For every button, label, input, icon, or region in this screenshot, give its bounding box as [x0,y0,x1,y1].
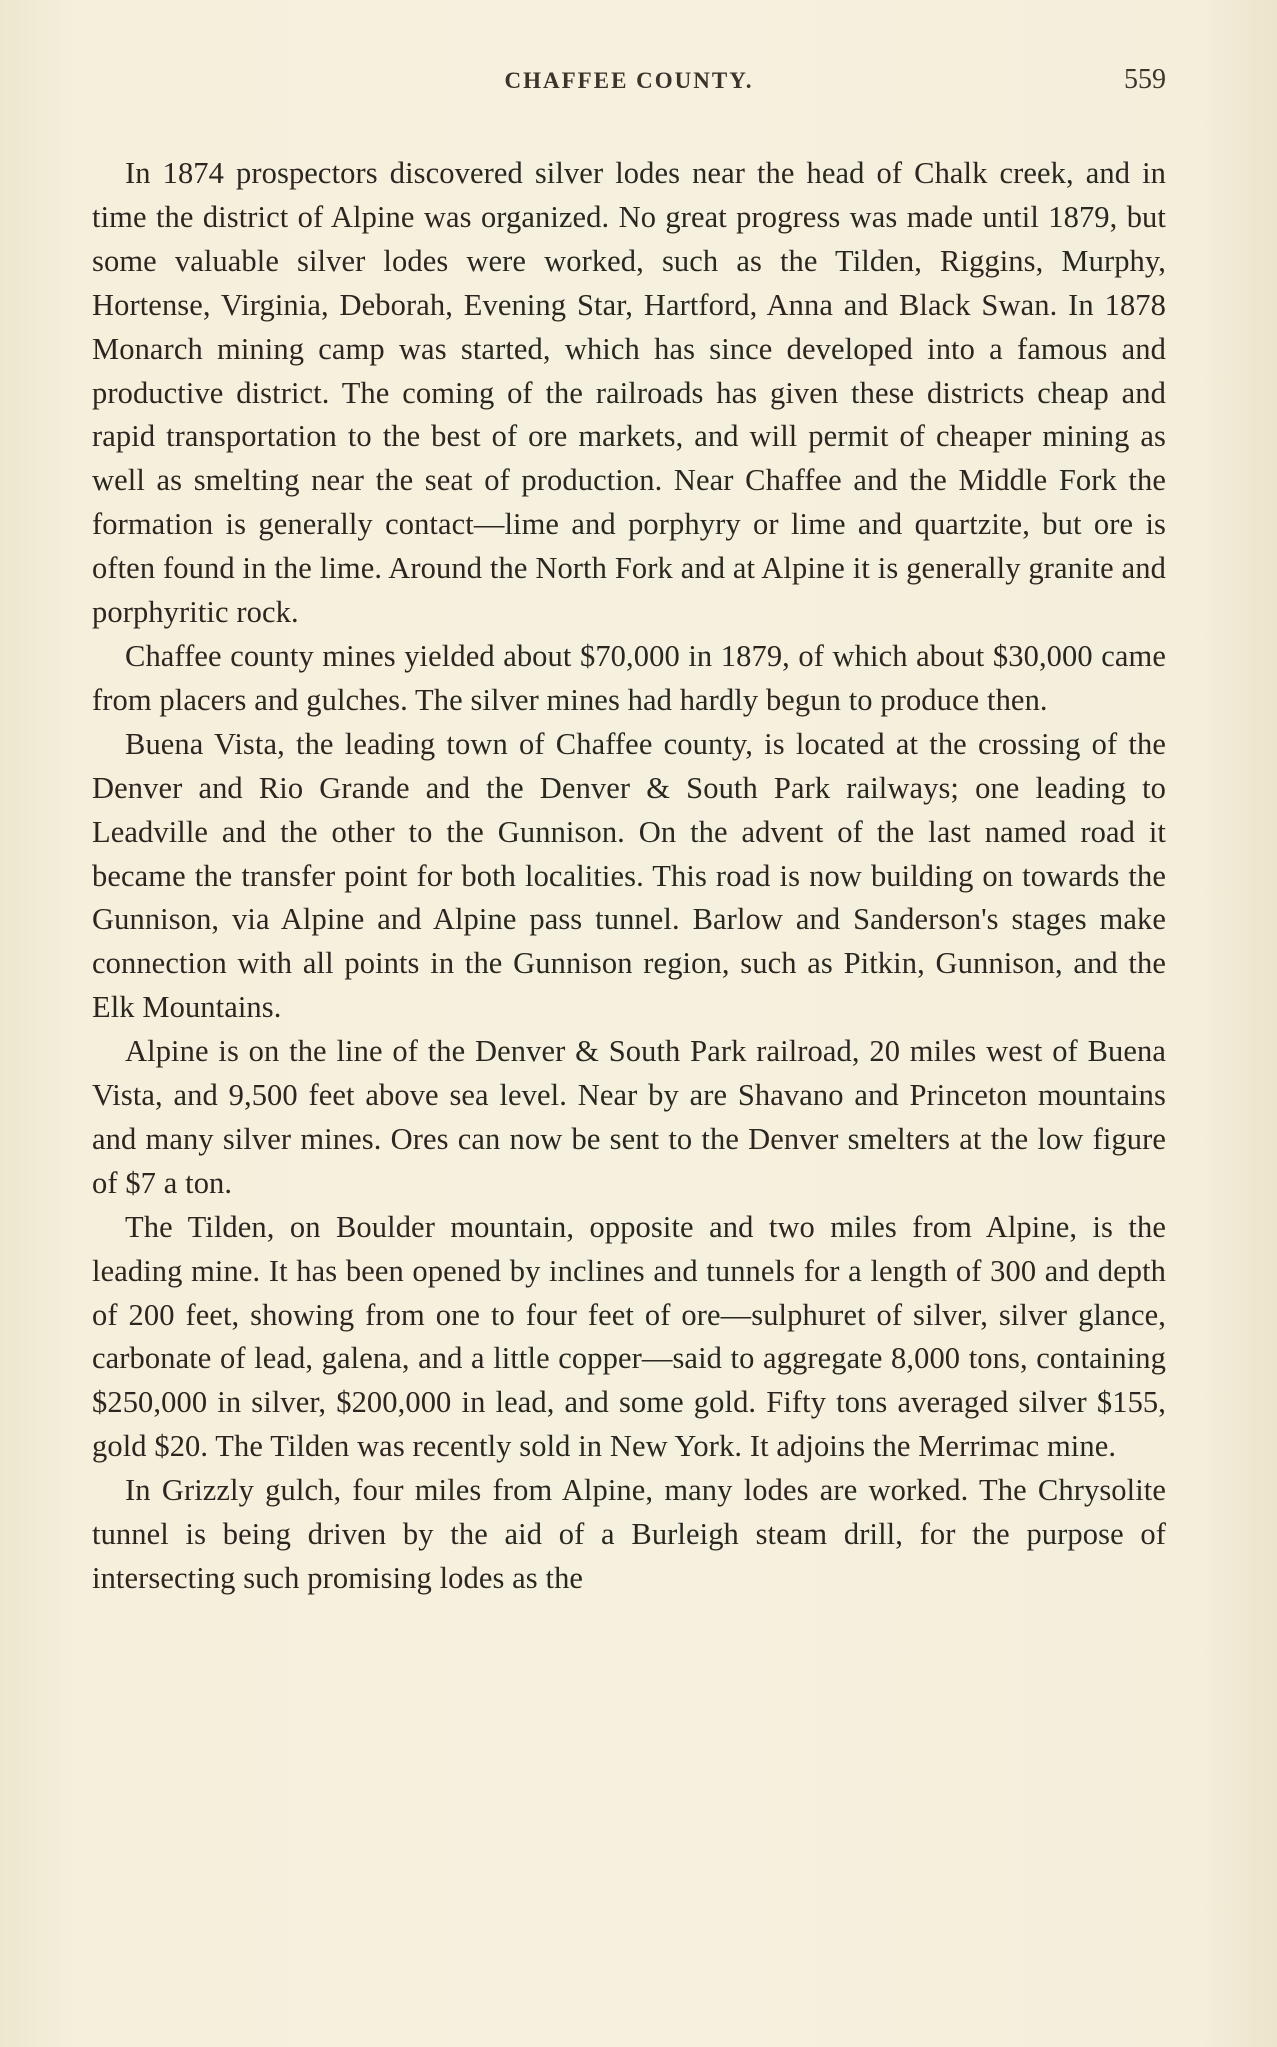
page-number: 559 [1124,64,1166,95]
paragraph-mine-yield: Chaffee county mines yielded about $70,000 in 1879, of which about $30,000 came from placers and gulches. The silver mines had hardly begun to produce then. [92,638,1166,717]
running-title: CHAFFEE COUNTY. [504,68,754,93]
body-text [92,152,1166,1601]
paragraph-buena-vista: Buena Vista, the leading town of Chaffee county, is located at the crossing of the Denver and Rio Grande and the Denver & South Park railways; one leading to Leadville and the other to the Gunnison. On the advent of the last named road it became the transfer point for both localities. This road is now building on towards the Gunnison, via Alpine and Alpine pass tunnel. Barlow and Sanderson's stages make connection with all points in the Gunnison region, such as Pitkin, Gunnison, and the Elk Mountains. [92,726,1166,1025]
running-head [92,64,1166,98]
paragraph-tilden-mine: The Tilden, on Boulder mountain, opposite and two miles from Alpine, is the leading mine. It has been opened by inclines and tunnels for a length of 300 and depth of 200 feet, showing from one to four feet of ore—sulphuret of silver, silver glance, carbonate of lead, galena, and a little copper—said to aggregate 8,000 tons, containing $250,000 in silver, $200,000 in lead, and some gold. Fifty tons averaged silver $155, gold $20. The Tilden was recently sold in New York. It adjoins the Merrimac mine. [92,1209,1166,1464]
paragraph-grizzly-gulch: In Grizzly gulch, four miles from Alpine, many lodes are worked. The Chrysolite tunnel is being driven by the aid of a Burleigh steam drill, for the purpose of intersecting such promising lodes as the [92,1473,1166,1595]
paragraph-alpine-history: In 1874 prospectors discovered silver lodes near the head of Chalk creek, and in time the district of Alpine was organized. No great progress was made until 1879, but some valuable silver lodes were worked, such as the Tilden, Riggins, Murphy, Hortense, Virginia, Deborah, Evening Star, Hartford, Anna and Black Swan. In 1878 Monarch mining camp was started, which has since developed into a famous and productive district. The coming of the railroads has given these districts cheap and rapid transportation to the best of ore markets, and will permit of cheaper mining as well as smelting near the seat of production. Near Chaffee and the Middle Fork the formation is generally contact—lime and porphyry or lime and quartzite, but ore is often found in the lime. Around the North Fork and at Alpine it is generally granite and porphyritic rock. [92,156,1166,630]
paragraph-alpine-town: Alpine is on the line of the Denver & South Park railroad, 20 miles west of Buena Vista, and 9,500 feet above sea level. Near by are Shavano and Princeton mountains and many silver mines. Ores can now be sent to the Denver smelters at the low figure of $7 a ton. [92,1034,1166,1200]
